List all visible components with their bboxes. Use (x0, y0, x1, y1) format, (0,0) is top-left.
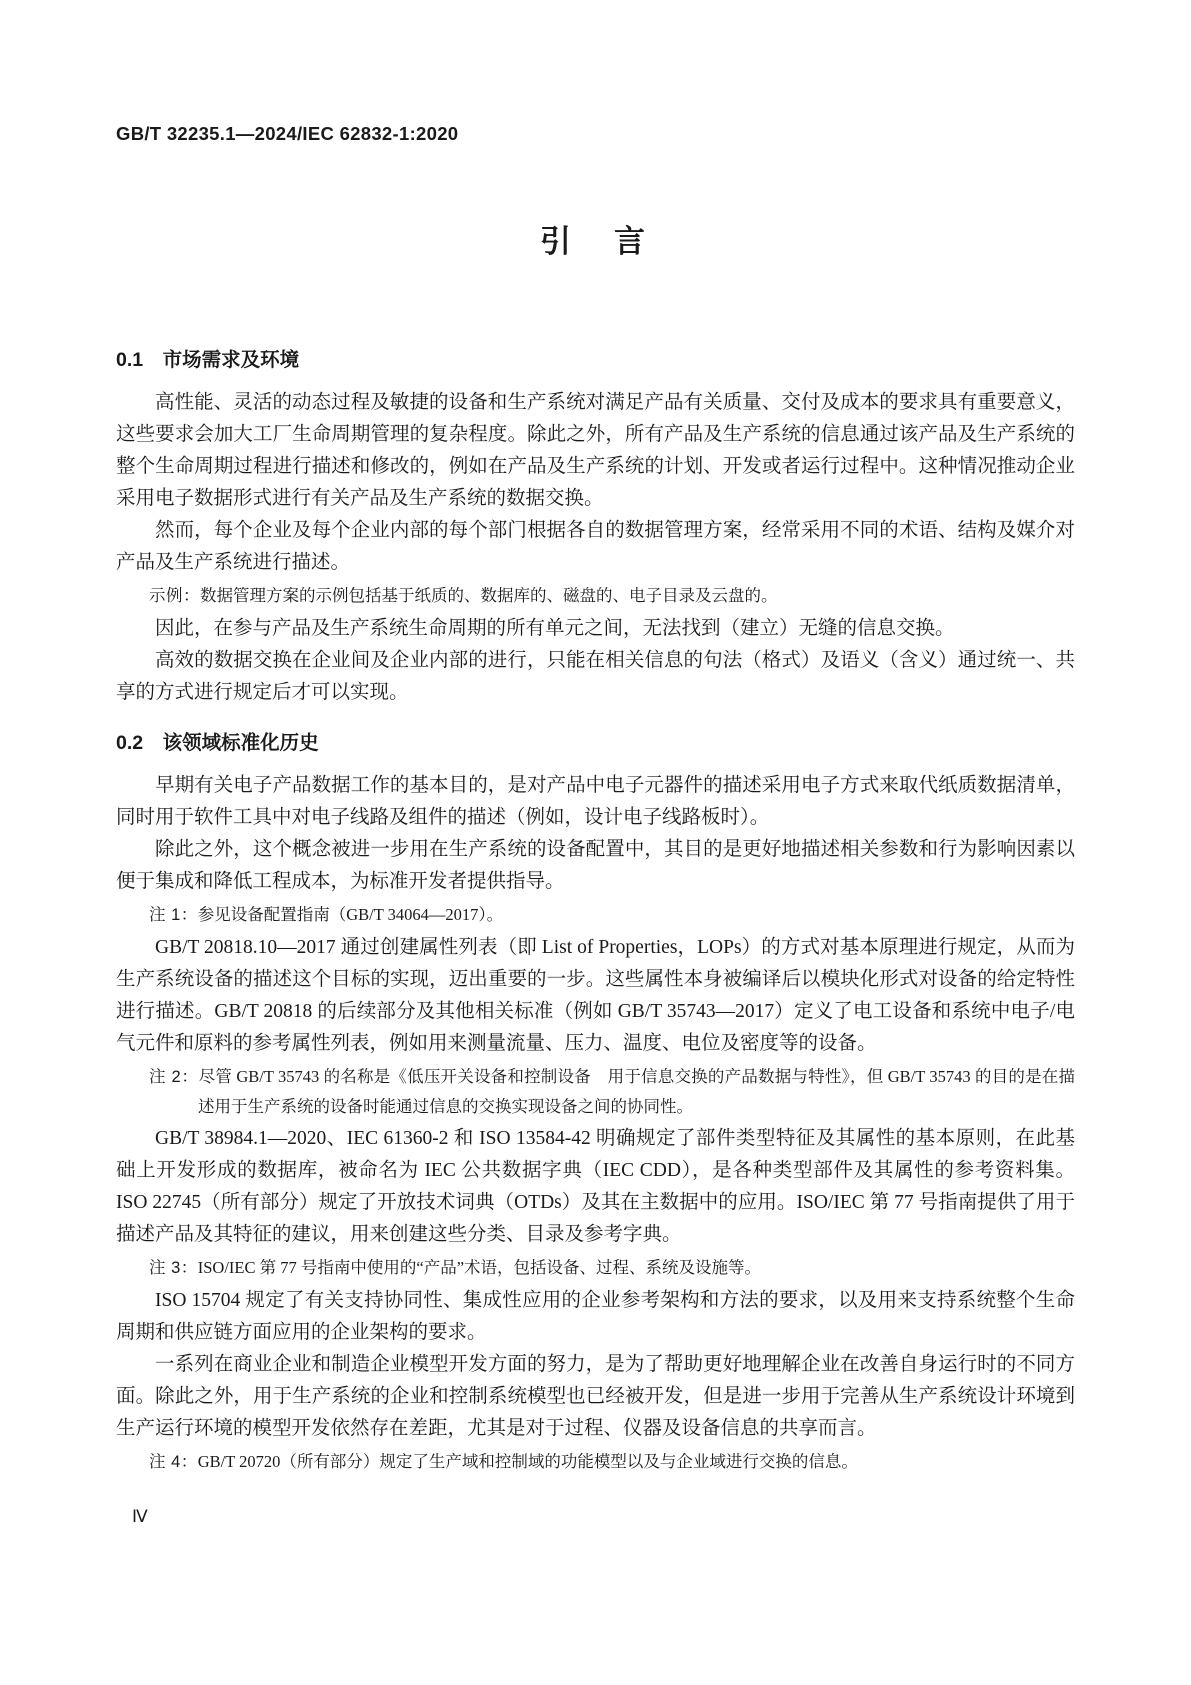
section-heading: 0.2 该领域标准化历史 (116, 732, 319, 754)
note: 注 4：GB/T 20720（所有部分）规定了生产域和控制域的功能模型以及与企业域进行交换的信息。 (149, 1452, 858, 1471)
note: 注 3：ISO/IEC 第 77 号指南中使用的“产品”术语，包括设备、过程、系统及设施等。 (149, 1258, 762, 1277)
note: 注 1：参见设备配置指南（GB/T 34064—2017）。 (149, 905, 504, 924)
note-label: 注 1： (149, 906, 198, 924)
standard-number: GB/T 32235.1—2024/IEC 62832-1:2020 (116, 123, 459, 144)
body-paragraph: GB/T 20818.10—2017 通过创建属性列表（即 List of Properties，LOPs）的方式对基本原理进行规定，从而为生产系统设备的描述这个目标的实现，迈出重要的一步。这些属性本身被编译后以模块化形式对设备的给定特性进行描述。GB/T 20818 的后续部分及其他相关标准（例如 GB/T 35743—2017）定义了电工设备和系统中电子/电气元件和原料的参考属性列表，例如用来测量流量、压力、温度、电位及密度等的设备。 (116, 937, 1075, 1054)
body-paragraph: 然而，每个企业及每个企业内部的每个部门根据各自的数据管理方案，经常采用不同的术语、结构及媒介对产品及生产系统进行描述。 (116, 520, 1075, 573)
body-paragraph: 高效的数据交换在企业间及企业内部的进行，只能在相关信息的句法（格式）及语义（含义）通过统一、共享的方式进行规定后才可以实现。 (116, 650, 1075, 703)
body-paragraph: 因此，在参与产品及生产系统生命周期的所有单元之间，无法找到（建立）无缝的信息交换。 (155, 618, 955, 639)
body-paragraph: 一系列在商业企业和制造企业模型开发方面的努力，是为了帮助更好地理解企业在改善自身运行时的不同方面。除此之外，用于生产系统的企业和控制系统模型也已经被开发，但是进一步用于完善从生产系统设计环境到生产运行环境的模型开发依然存在差距，尤其是对于过程、仪器及设备信息的共享而言。 (116, 1354, 1075, 1439)
body-paragraph: 高性能、灵活的动态过程及敏捷的设备和生产系统对满足产品有关质量、交付及成本的要求具有重要意义，这些要求会加大工厂生命周期管理的复杂程度。除此之外，所有产品及生产系统的信息通过该产品及生产系统的整个生命周期过程进行描述和修改的，例如在产品及生产系统的计划、开发或者运行过程中。这种情况推动企业采用电子数据形式进行有关产品及生产系统的数据交换。 (116, 392, 1075, 509)
note-label: 示例： (149, 587, 200, 605)
note-label: 注 3： (149, 1259, 198, 1277)
note-label: 注 4： (149, 1453, 198, 1471)
body-paragraph: ISO 15704 规定了有关支持协同性、集成性应用的企业参考架构和方法的要求，以及用来支持系统整个生命周期和供应链方面应用的企业架构的要求。 (116, 1290, 1075, 1343)
example-note: 示例：数据管理方案的示例包括基于纸质的、数据库的、磁盘的、电子目录及云盘的。 (149, 586, 778, 605)
document-body (116, 346, 1075, 1477)
page-number: Ⅳ (132, 1507, 148, 1526)
body-paragraph: 除此之外，这个概念被进一步用在生产系统的设备配置中，其目的是更好地描述相关参数和行为影响因素以便于集成和降低工程成本，为标准开发者提供指导。 (116, 839, 1075, 892)
note: 注 2：尽管 GB/T 35743 的名称是《低压开关设备和控制设备 用于信息交换的产品数据与特性》，但 GB/T 35743 的目的是在描述用于生产系统的设备时能通过信息的交换实现设备之间的协同性。 (149, 1067, 1076, 1116)
page-title: 引 言 (540, 224, 651, 259)
note-label: 注 2： (149, 1068, 199, 1086)
body-paragraph: GB/T 38984.1—2020、IEC 61360-2 和 ISO 13584-42 明确规定了部件类型特征及其属性的基本原则，在此基础上开发形成的数据库，被命名为 IEC 公共数据字典（IEC CDD），是各种类型部件及其属性的参考资料集。ISO 22745（所有部分）规定了开放技术词典（OTDs）及其在主数据中的应用。ISO/IEC 第 77 号指南提供了用于描述产品及其特征的建议，用来创建这些分类、目录及参考字典。 (116, 1128, 1075, 1245)
section-heading: 0.1 市场需求及环境 (116, 349, 300, 371)
body-paragraph: 早期有关电子产品数据工作的基本目的，是对产品中电子元器件的描述采用电子方式来取代纸质数据清单，同时用于软件工具中对电子线路及组件的描述（例如，设计电子线路板时）。 (116, 775, 1075, 828)
